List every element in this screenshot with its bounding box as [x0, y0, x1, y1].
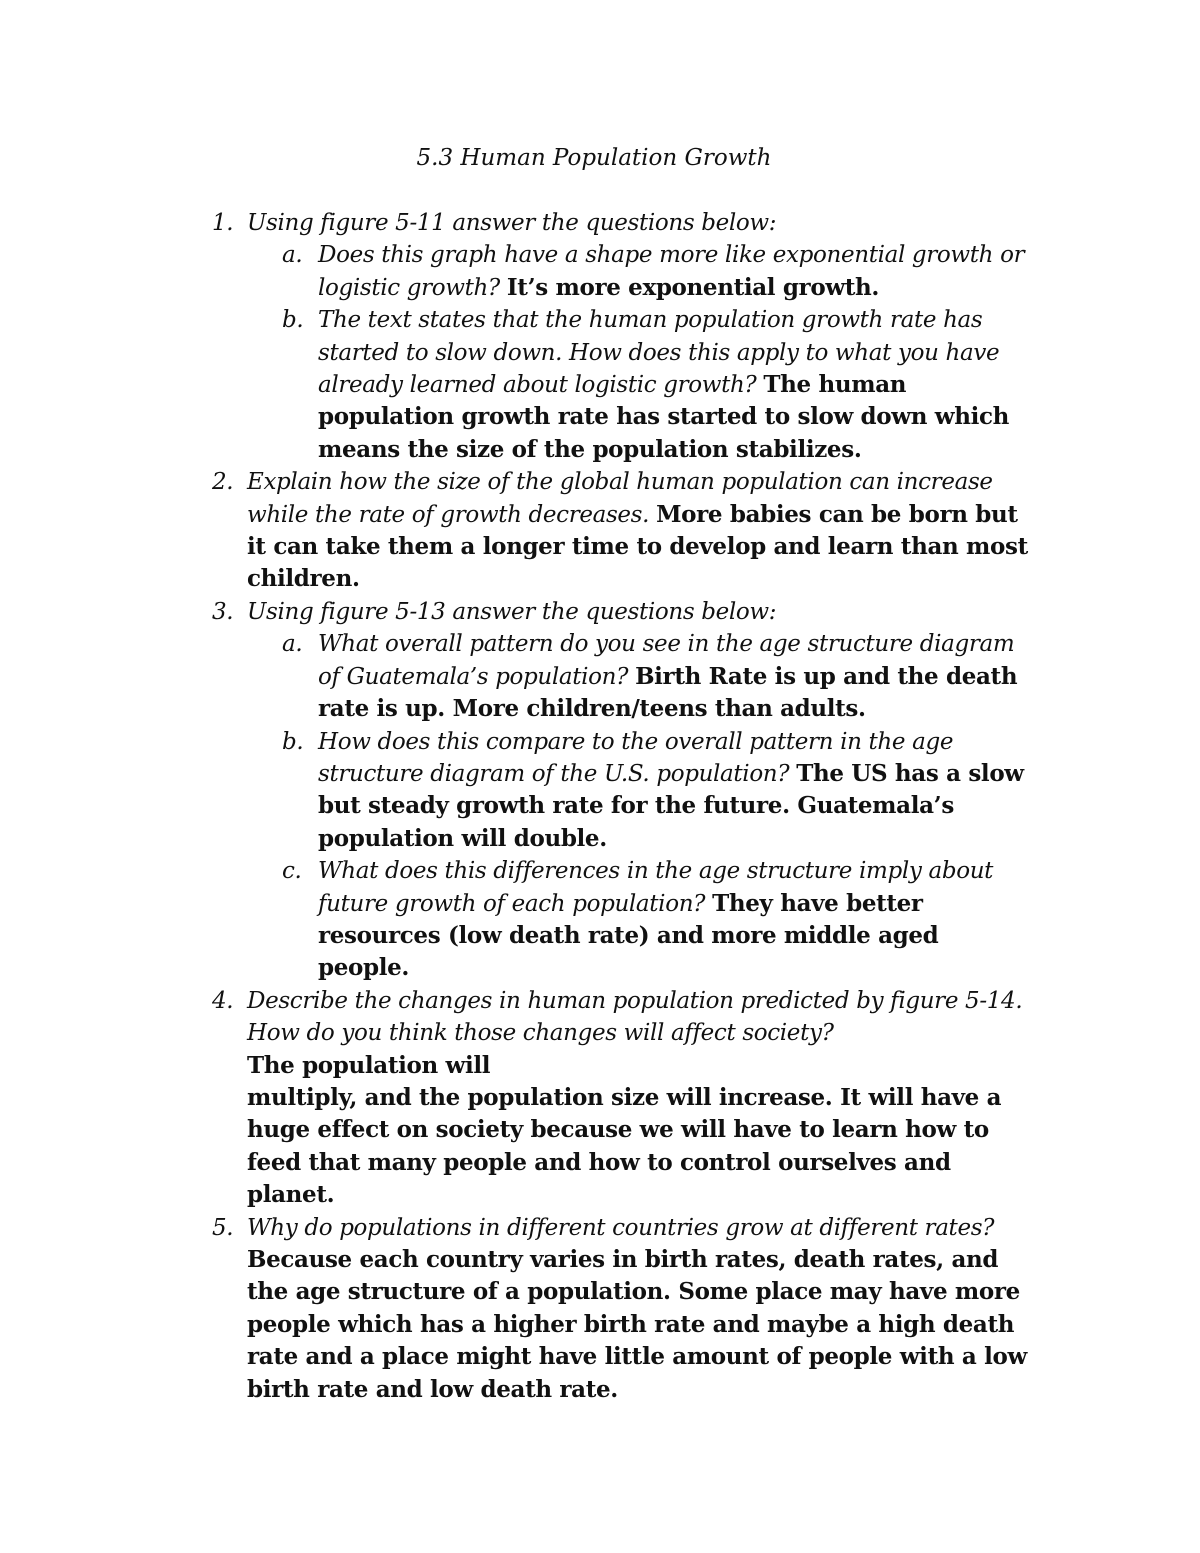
- document-title: 5.3 Human Population Growth: [416, 145, 772, 171]
- answer-text: The human population growth rate has started to slow down which means the size of the population stabilizes.: [318, 371, 1009, 463]
- sub-item-1a: [0, 239, 1037, 304]
- item-number: 5.: [212, 1214, 234, 1241]
- sub-item-letter: a.: [282, 631, 303, 658]
- question-text: Describe the changes in human population predicted by figure 5-14. How do you think those changes will affect society?: [247, 987, 1023, 1047]
- question-text: Using figure 5-11 answer the questions below:: [247, 210, 777, 236]
- sub-item-letter: a.: [282, 242, 303, 269]
- answer-text: Birth Rate is up and the death rate is up. More children/teens than adults.: [318, 662, 1018, 723]
- question-text: How does this compare to the overall pattern in the age structure diagram of the U.S. population?: [318, 728, 954, 787]
- question-text: What does this differences in the age structure imply about future growth of each population?: [318, 858, 994, 917]
- sub-item-3a: [0, 628, 1037, 725]
- sub-item-letter: c.: [282, 858, 302, 885]
- answer-text-line1: The population will: [247, 1051, 491, 1079]
- sub-item-1b: [0, 304, 1037, 466]
- item-number: 1.: [212, 210, 234, 236]
- item-number: 2.: [212, 469, 234, 496]
- question-text: The text states that the human population growth rate has started to slow down. How does this apply to what you have already learned about logistic growth?: [318, 307, 1000, 399]
- answer-text: They have better resources (low death rate) and more middle aged people.: [318, 889, 939, 982]
- answer-text: The US has a slow but steady growth rate for the future. Guatemala’s population will double.: [318, 759, 1024, 852]
- question-text: Explain how the size of the global human population can increase while the rate of growth decreases.: [247, 469, 993, 528]
- question-text: What overall pattern do you see in the age structure diagram of Guatemala’s population?: [318, 631, 1015, 690]
- list-item-3: [0, 596, 1037, 628]
- item-number: 3.: [212, 598, 234, 625]
- list-item-2: [0, 466, 1037, 596]
- sub-item-3b: [0, 726, 1037, 856]
- item-number: 4.: [212, 987, 234, 1014]
- list-item-5: [0, 1212, 1037, 1406]
- answer-text-rest: multiply, and the population size will increase. It will have a huge effect on society because we will have to learn how to feed that many people and how to control ourselves and planet.: [247, 1083, 1002, 1209]
- sub-item-letter: b.: [282, 307, 304, 334]
- question-list: [0, 207, 1200, 1406]
- answer-text: It’s more exponential growth.: [506, 273, 880, 301]
- question-text: Why do populations in different countries grow at different rates?: [247, 1214, 995, 1241]
- sub-item-letter: b.: [282, 728, 304, 755]
- sub-item-3c: [0, 855, 1037, 985]
- answer-text: Because each country varies in birth rates, death rates, and the age structure of a population. Some place may have more people which has a higher birth rate and maybe a high death rate and a place might have little amount of people with a low birth rate and low death rate.: [247, 1246, 1027, 1403]
- answer-text: More babies can be born but it can take them a longer time to develop and learn than most children.: [247, 500, 1028, 593]
- question-text: Using figure 5-13 answer the questions below:: [247, 598, 777, 625]
- list-item-1: [0, 207, 1037, 239]
- question-text: Does this graph have a shape more like exponential growth or logistic growth?: [318, 242, 1025, 301]
- list-item-4: [0, 985, 1037, 1212]
